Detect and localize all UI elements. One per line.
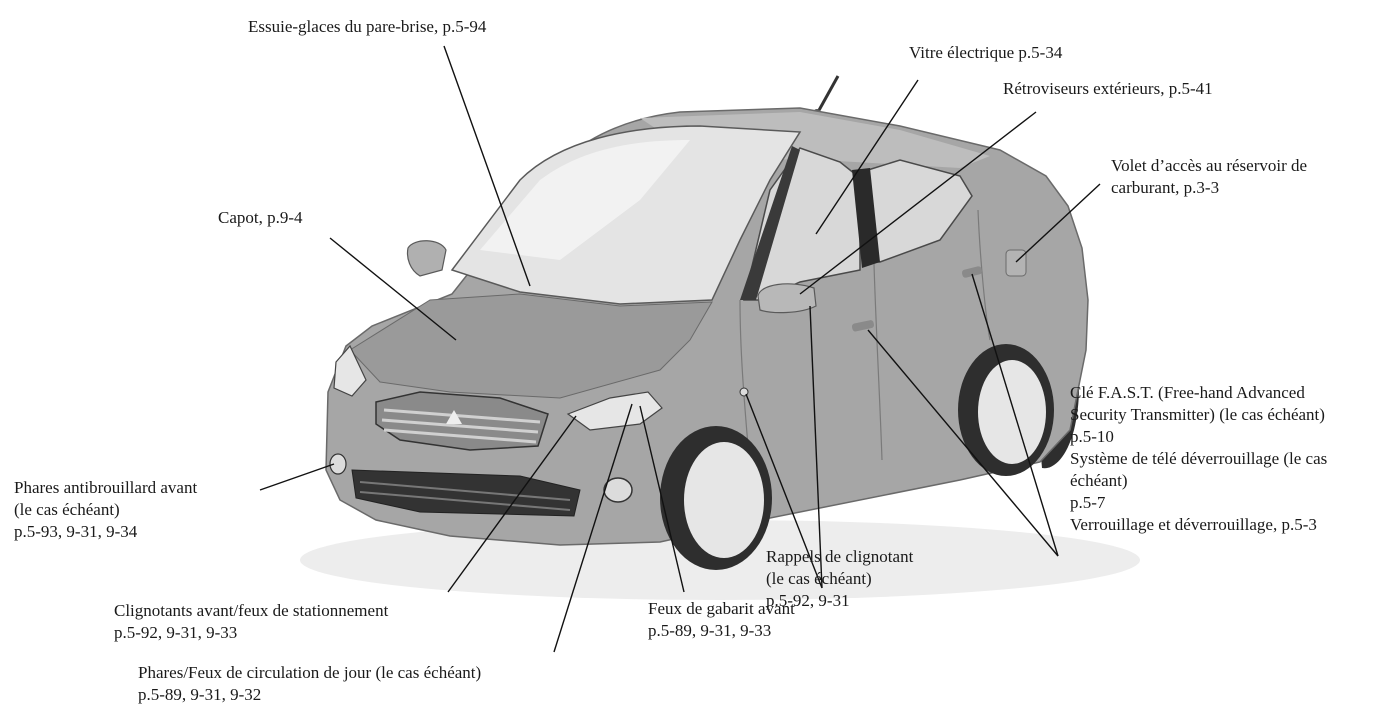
label-text: Rétroviseurs extérieurs, p.5-41 — [1003, 79, 1213, 98]
label-line: Système de télé déverrouillage (le cas — [1070, 449, 1328, 468]
label-front-fog-lamps — [14, 477, 197, 543]
label-text: Vitre électrique p.5-34 — [909, 43, 1063, 62]
label-fast-key — [1070, 382, 1327, 536]
label-line: échéant) — [1070, 471, 1128, 490]
label-line: p.5-89, 9-31, 9-33 — [648, 621, 772, 640]
label-line: Phares antibrouillard avant — [14, 478, 198, 497]
label-line: Security Transmitter) (le cas échéant) — [1070, 405, 1325, 424]
label-text: Essuie-glaces du pare-brise, p.5-94 — [248, 17, 487, 36]
label-line: (le cas échéant) — [14, 500, 120, 519]
label-line: p.5-92, 9-31 — [766, 591, 850, 610]
label-headlamps-drl — [138, 662, 481, 706]
label-fuel-door — [1111, 155, 1307, 199]
label-line: Phares/Feux de circulation de jour (le cas échéant) — [138, 663, 482, 682]
label-line: Feux de gabarit avant — [648, 599, 795, 618]
label-windshield-wipers — [248, 16, 486, 38]
left-side-mirror — [408, 241, 447, 276]
rear-wheel-face — [978, 360, 1046, 464]
label-hood — [218, 207, 303, 229]
label-line: p.5-7 — [1070, 493, 1106, 512]
label-power-window — [909, 42, 1062, 64]
label-line: (le cas échéant) — [766, 569, 872, 588]
label-line: Rappels de clignotant — [766, 547, 914, 566]
label-front-turn-parking-lamps — [114, 600, 388, 644]
antenna — [818, 76, 838, 112]
leader-line-fog-lamps — [260, 464, 334, 490]
label-outside-mirrors — [1003, 78, 1213, 100]
label-line: Volet d’accès au réservoir de — [1111, 156, 1308, 175]
label-line: Clignotants avant/feux de stationnement — [114, 601, 389, 620]
fuel-door — [1006, 250, 1026, 276]
label-text: Capot, p.9-4 — [218, 208, 303, 227]
label-line: carburant, p.3-3 — [1111, 178, 1220, 197]
label-line: p.5-89, 9-31, 9-32 — [138, 685, 262, 704]
front-wheel-face — [684, 442, 764, 558]
label-line: p.5-10 — [1070, 427, 1114, 446]
label-line: p.5-92, 9-31, 9-33 — [114, 623, 238, 642]
label-front-position-lamps — [648, 598, 795, 642]
label-line: Verrouillage et déverrouillage, p.5-3 — [1070, 515, 1317, 534]
label-line: p.5-93, 9-31, 9-34 — [14, 522, 138, 541]
label-line: Clé F.A.S.T. (Free-hand Advanced — [1070, 383, 1305, 402]
